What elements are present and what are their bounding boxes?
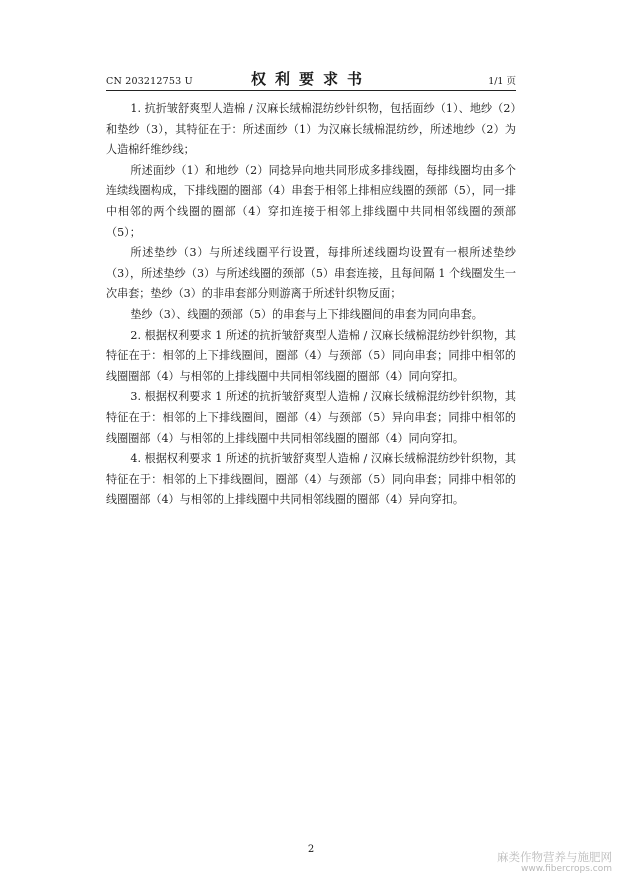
page-number: 2 <box>307 844 315 855</box>
claim-1-preamble: 1. 抗折皱舒爽型人造棉 / 汉麻长绒棉混纺纱针织物，包括面纱（1）、地纱（2）和垫纱（3），其特征在于：所述面纱（1）为汉麻长绒棉混纺纱，所述地纱（2）为人造棉纤维纱线； <box>106 102 516 157</box>
claim-1-paragraph: 所述面纱（1）和地纱（2）同捻异向地共同形成多排线圈，每排线圈均由多个连续线圈构成，下排线圈的圈部（4）串套于相邻上排相应线圈的颈部（5），同一排中相邻的两个线圈的圈部（4）穿扣连接于相邻上排线圈中共同相邻线圈的颈部（5）； <box>106 163 516 239</box>
claim-1-paragraph: 所述垫纱（3）与所述线圈平行设置，每排所述线圈均设置有一根所述垫纱（3），所述垫纱（3）与所述线圈的颈部（5）串套连接，且每间隔 1 个线圈发生一次串套；垫纱（3）的非串套部分则游离于所述针织物反面； <box>106 246 516 301</box>
document-title: 权利要求书 <box>250 70 371 88</box>
claim-3: 3. 根据权利要求 1 所述的抗折皱舒爽型人造棉 / 汉麻长绒棉混纺纱针织物，其特征在于：相邻的上下排线圈间，圈部（4）与颈部（5）异向串套；同排中相邻的线圈圈部（4）与相邻的上排线圈中共同相邻线圈的圈部（4）同向穿扣。 <box>106 390 516 445</box>
document-header <box>106 68 516 91</box>
watermark-site-name: 麻类作物营养与施肥网 <box>497 850 612 864</box>
claims-body <box>106 99 516 511</box>
site-watermark <box>497 850 612 875</box>
claim-1-paragraph: 垫纱（3）、线圈的颈部（5）的串套与上下排线圈间的串套为同向串套。 <box>130 307 483 321</box>
claim-4: 4. 根据权利要求 1 所述的抗折皱舒爽型人造棉 / 汉麻长绒棉混纺纱针织物，其特征在于：相邻的上下排线圈间，圈部（4）与颈部（5）同向串套；同排中相邻的线圈圈部（4）与相邻的上排线圈中共同相邻线圈的圈部（4）异向穿扣。 <box>106 452 516 507</box>
publication-number: CN 203212753 U <box>106 76 193 87</box>
page-info: 1/1 页 <box>488 76 516 87</box>
claim-2: 2. 根据权利要求 1 所述的抗折皱舒爽型人造棉 / 汉麻长绒棉混纺纱针织物，其特征在于：相邻的上下排线圈间，圈部（4）与颈部（5）同向串套；同排中相邻的线圈圈部（4）与相邻的上排线圈中共同相邻线圈的圈部（4）同向穿扣。 <box>106 328 516 383</box>
watermark-url: www.fibercrops.com <box>521 864 612 874</box>
